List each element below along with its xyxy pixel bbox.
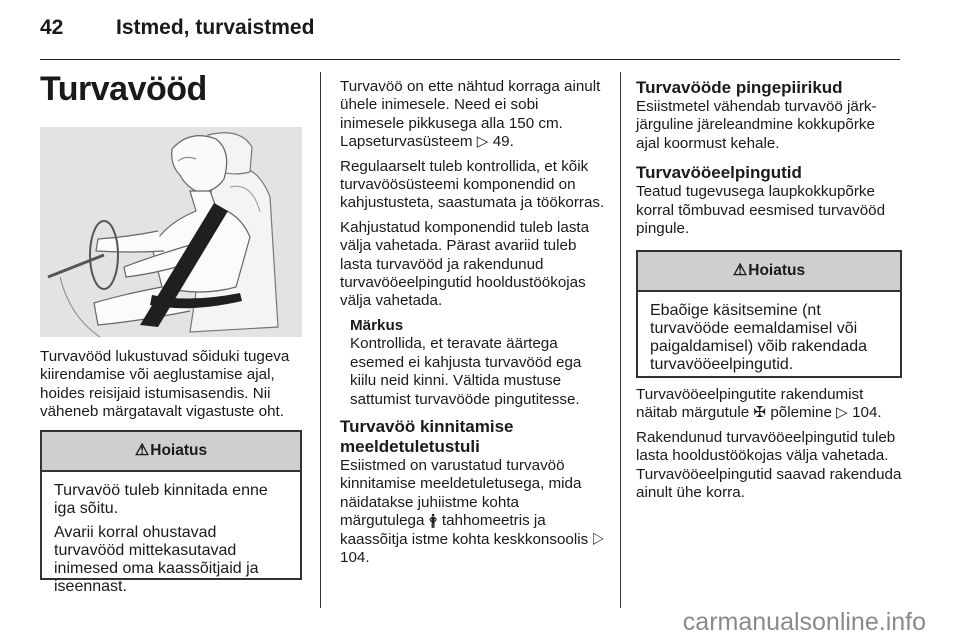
right-column <box>636 78 902 244</box>
paragraph: Turvavööeelpingutite rakendumist näitab märgutule ✠ põlemine ▷ 104. <box>636 386 882 422</box>
watermark: carmanualsonline.info <box>682 608 926 636</box>
page-title: Turvavööd <box>40 70 207 108</box>
right-column-lower <box>636 386 906 508</box>
warning-body <box>42 472 300 610</box>
note-title: Märkus <box>350 316 404 334</box>
page-ref-icon: ▷ <box>476 133 489 151</box>
paragraph: Teatud tugevusega laupkokkupõrke korral tõmbuvad eesmised turvavööd pingule. <box>636 183 886 238</box>
chapter-title: Istmed, turvaistmed <box>116 16 315 39</box>
paragraph: Rakendunud turvavööeelpingutid tuleb lasta hooldustöökojas välja vahetada. Turvavööeelpingutid saavad rakenduda ainult ühe korra. <box>636 428 902 502</box>
left-column <box>40 348 306 428</box>
paragraph: Esiistmed on varustatud turvavöö kinnitamise meeldetuletusega, mida näidatakse juhiistme kohta märgutulega 🛉 tahhomeetris ja kaassõitja istme kohta keskkonsoolis ▷ 104. <box>340 456 605 566</box>
seatbelt-illustration <box>40 127 302 337</box>
seatbelt-driver-icon <box>40 127 302 337</box>
warning-triangle-icon: ⚠ <box>732 262 748 279</box>
section-heading: Turvavööde pingepiirikud <box>636 78 843 97</box>
warning-heading: ⚠Hoiatus <box>42 432 300 472</box>
warning-box-left <box>40 430 302 595</box>
page-ref-icon: ▷ <box>592 530 605 548</box>
warning-text-2: Avarii korral ohustavad turvavööd mittekasutavad inimesed oma kaassõitjaid ja iseennast. <box>54 524 259 595</box>
paragraph: Regulaarselt tuleb kontrollida, et kõik turvavöösüsteemi komponendid on kahjustusteta, saastumata ja töökorras. <box>340 157 605 212</box>
pretensioner-warning-icon: ✠ <box>753 404 767 422</box>
paragraph: Esiistmetel vähendab turvavöö järk-järguline järeleandmine kokkupõrke ajal koormust kehale. <box>636 98 877 152</box>
warning-heading: ⚠Hoiatus <box>638 252 900 292</box>
page-number: 42 <box>40 16 64 39</box>
column-divider-1 <box>320 72 321 608</box>
warning-box-right <box>636 250 902 378</box>
paragraph: Kahjustatud komponendid tuleb lasta välja vahetada. Pärast avariid tuleb lasta turvavööd ja rakendunud turvavööeelpingutid hooldustöökojas välja vahetada. <box>340 218 590 310</box>
section-heading: Turvavöö kinnitamise meeldetuletustuli <box>340 416 514 456</box>
note-text: Kontrollida, et teravate äärtega esemed ei kahjusta turvavööd ega kiilu neid kinni. Vältida mustuse sattumist turvavööde pingutitesse. <box>350 335 582 408</box>
header-rule <box>40 59 900 60</box>
middle-column <box>340 78 606 573</box>
note-block <box>350 317 606 409</box>
seatbelt-warning-icon: 🛉 <box>428 512 438 530</box>
section-heading: Turvavööeelpingutid <box>636 163 802 183</box>
warning-triangle-icon: ⚠ <box>134 442 150 459</box>
column-divider-2 <box>620 72 621 608</box>
warning-text: Ebaõige käsitsemine (nt turvavööde eemaldamisel või paigaldamisel) võib rakendada turvavööeelpingutid. <box>650 302 868 373</box>
page-ref-icon: ▷ <box>836 404 848 422</box>
warning-body <box>638 292 900 388</box>
paragraph: Turvavöö on ette nähtud korraga ainult ühele inimesele. Need ei sobi inimesele pikkusega alla 150 cm. Lapseturvasüsteem ▷ 49. <box>340 78 601 151</box>
warning-text-1: Turvavöö tuleb kinnitada enne iga sõitu. <box>54 482 268 517</box>
illustration-caption: Turvavööd lukustuvad sõiduki tugeva kiirendamise või aeglustamise ajal, hoides reisijaid istumisasendis. Nii väheneb märgatavalt vigastuste oht. <box>40 348 290 421</box>
